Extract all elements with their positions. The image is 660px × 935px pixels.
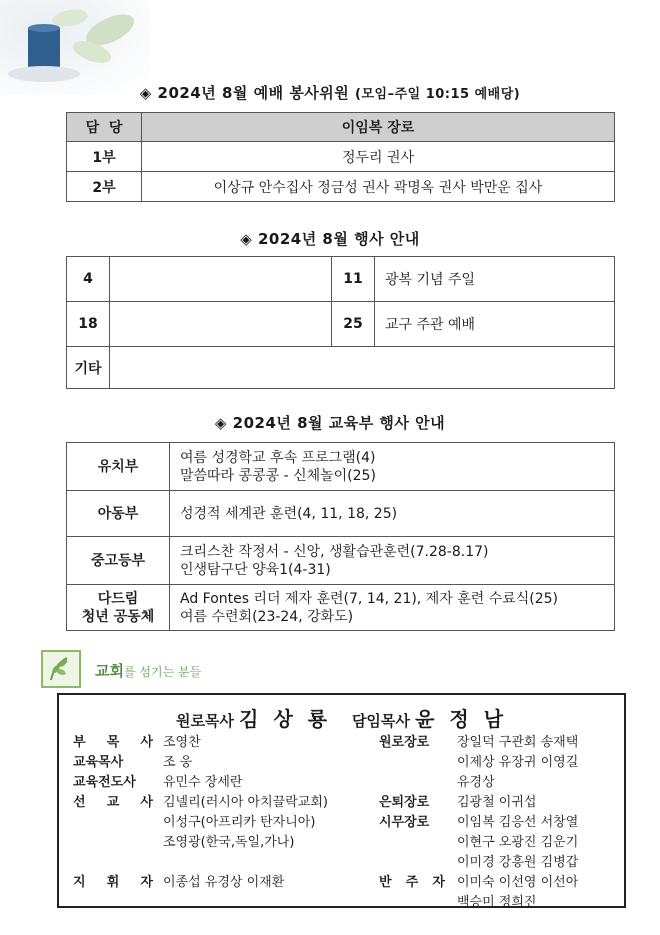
server-row — [73, 833, 328, 853]
education-dept-label: 유치부 — [67, 443, 170, 491]
server-names: 이미경 강흥원 김병갑 — [457, 855, 579, 870]
server-row — [73, 733, 328, 753]
emeritus-pastor-name: 김 상 룡 — [239, 707, 332, 731]
server-names: 장일덕 구관회 송재택 — [457, 735, 579, 750]
event-date: 18 — [67, 302, 110, 347]
education-line: 여름 수련회(23-24, 강화도) — [180, 608, 354, 625]
worship-title-text: ◈ 2024년 8월 예배 봉사위원 — [139, 84, 350, 102]
worship-row-label: 1부 — [67, 142, 142, 172]
senior-pastor-name: 윤 정 남 — [415, 707, 508, 731]
event-desc: 광복 기념 주일 — [375, 257, 615, 302]
server-names: 김넬리(러시아 아치끌락교회) — [163, 795, 328, 810]
server-row — [379, 773, 578, 793]
events-etc-row — [67, 347, 615, 389]
education-dept-content — [170, 443, 615, 491]
worship-row — [67, 172, 615, 202]
servers-section-title — [95, 660, 201, 681]
server-names: 이임복 김응선 서창열 — [457, 815, 579, 830]
server-row — [73, 793, 328, 813]
server-names: 조영광(한국,독일,가나) — [163, 835, 295, 850]
candle-leaves-decoration — [0, 0, 150, 95]
server-role: 부 목 사 — [73, 735, 153, 750]
education-dept-content — [170, 537, 615, 585]
emeritus-pastor-role: 원로목사 — [175, 712, 234, 730]
worship-row — [67, 142, 615, 172]
server-role: 시무장로 — [379, 815, 430, 830]
server-role: 교육전도사 — [73, 775, 136, 790]
server-names: 이성구(아프리카 탄자니아) — [163, 815, 316, 830]
server-role: 선 교 사 — [73, 795, 153, 810]
servers-right-column — [379, 733, 578, 913]
worship-row-value: 정두리 권사 — [142, 142, 615, 172]
event-date: 11 — [332, 257, 375, 302]
event-desc: 교구 주관 예배 — [375, 302, 615, 347]
server-names: 이제상 유장귀 이영길 — [457, 755, 579, 770]
events-row — [67, 257, 615, 302]
education-dept-label — [67, 585, 170, 631]
server-names: 조영찬 — [163, 735, 201, 750]
server-row — [379, 893, 578, 913]
event-date: 4 — [67, 257, 110, 302]
server-row — [379, 833, 578, 853]
worship-header-label: 담 당 — [67, 113, 142, 142]
education-line: 말씀따라 콩콩콩 - 신체놀이(25) — [180, 467, 376, 484]
servers-title-rest: 를 섬기는 분들 — [123, 665, 202, 679]
servers-left-column — [73, 733, 328, 893]
worship-row-value: 이상규 안수집사 정금성 권사 곽명옥 권사 박만운 집사 — [142, 172, 615, 202]
education-dept-content — [170, 585, 615, 631]
server-row — [379, 813, 578, 833]
server-names: 조 웅 — [163, 755, 193, 770]
server-row — [379, 753, 578, 773]
education-dept-content — [170, 491, 615, 537]
server-names: 백승미 정희진 — [457, 895, 537, 910]
worship-header-row — [67, 113, 615, 142]
event-desc — [110, 257, 332, 302]
education-row — [67, 443, 615, 491]
server-role: 반 주 자 — [379, 875, 445, 890]
worship-section-title — [0, 82, 660, 103]
education-dept-label: 중고등부 — [67, 537, 170, 585]
education-line: 크리스찬 작정서 - 신앙, 생활습관훈련(7.28-8.17) — [180, 543, 489, 560]
servers-box — [57, 693, 626, 908]
server-row — [379, 853, 578, 873]
worship-row-label: 2부 — [67, 172, 142, 202]
server-role: 교육목사 — [73, 755, 124, 770]
worship-title-note: (모임–주일 10:15 예배당) — [355, 87, 521, 102]
worship-table — [66, 112, 615, 202]
server-names: 유민수 장세란 — [163, 775, 243, 790]
server-names: 이종섭 유경상 이재환 — [163, 875, 285, 890]
worship-header-value: 이임복 장로 — [142, 113, 615, 142]
server-role: 원로장로 — [379, 735, 430, 750]
pastors-line — [59, 703, 624, 732]
senior-pastor-role: 담임목사 — [351, 712, 410, 730]
education-row — [67, 585, 615, 631]
server-row — [379, 733, 578, 753]
education-dept-label-line: 다드림 — [97, 590, 139, 607]
server-names: 김광철 이귀섭 — [457, 795, 537, 810]
leaf-icon — [41, 650, 81, 688]
server-row — [73, 753, 328, 773]
events-table — [66, 256, 615, 389]
server-row — [73, 813, 328, 833]
server-names: 이미숙 이선영 이선아 — [457, 875, 579, 890]
education-line: 인생탐구단 양육1(4-31) — [180, 561, 331, 578]
event-date: 25 — [332, 302, 375, 347]
server-row — [379, 873, 578, 893]
server-role: 은퇴장로 — [379, 795, 430, 810]
education-line: 성경적 세계관 훈련(4, 11, 18, 25) — [180, 505, 398, 522]
server-role: 지 휘 자 — [73, 875, 153, 890]
education-line: 여름 성경학교 후속 프로그램(4) — [180, 449, 376, 466]
event-etc-value — [110, 347, 615, 389]
server-names: 이현구 오광진 김운기 — [457, 835, 579, 850]
event-etc-label: 기타 — [67, 347, 110, 389]
education-dept-label-line: 청년 공동체 — [81, 608, 155, 625]
server-row — [73, 773, 328, 793]
events-section-title: ◈ 2024년 8월 행사 안내 — [240, 230, 420, 248]
servers-title-main: 교회 — [95, 662, 124, 680]
server-row — [73, 873, 328, 893]
server-names: 유경상 — [457, 775, 495, 790]
education-section-title: ◈ 2024년 8월 교육부 행사 안내 — [214, 414, 446, 432]
server-row — [379, 793, 578, 813]
event-desc — [110, 302, 332, 347]
events-row — [67, 302, 615, 347]
education-line: Ad Fontes 리더 제자 훈련(7, 14, 21), 제자 훈련 수료식(25) — [180, 590, 559, 607]
education-row — [67, 537, 615, 585]
education-table — [66, 442, 615, 631]
education-dept-label: 아동부 — [67, 491, 170, 537]
education-row — [67, 491, 615, 537]
